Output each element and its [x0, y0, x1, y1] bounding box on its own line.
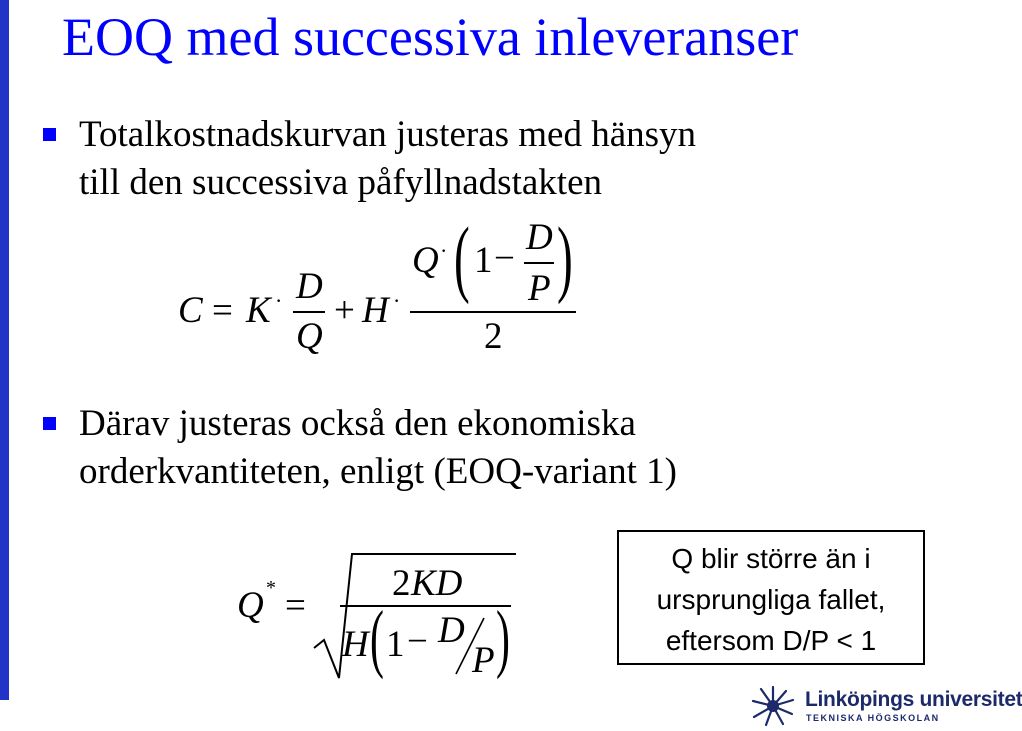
dot-operator: ·	[393, 288, 401, 313]
note-box	[617, 530, 925, 665]
minus-sign: −	[494, 238, 515, 279]
right-paren: )	[557, 209, 573, 305]
note-line-3: eftersom D/P < 1	[665, 625, 877, 656]
var-Q-denominator: Q	[296, 316, 323, 357]
equals-sign: =	[212, 290, 233, 331]
var-P: P	[472, 640, 495, 681]
plus-sign: +	[334, 290, 355, 331]
left-paren: (	[454, 209, 470, 305]
note-line-2: ursprungliga fallet,	[656, 584, 886, 615]
bullet-2-line-2: orderkvantiteten, enligt (EOQ-variant 1)	[79, 451, 677, 492]
equals-sign: =	[285, 585, 306, 626]
var-K: K	[246, 290, 271, 331]
main-fraction-bar	[410, 311, 576, 313]
bullet-marker	[43, 417, 56, 430]
var-H: H	[362, 290, 389, 331]
var-Q: Q	[412, 240, 439, 281]
left-paren: (	[370, 596, 384, 680]
digit-one: 1	[474, 240, 493, 281]
bullet-1-line-1: Totalkostnadskurvan justeras med hänsyn	[79, 114, 697, 155]
var-D-numerator: D	[296, 266, 323, 307]
minus-sign: −	[407, 621, 428, 662]
dot-operator: ·	[275, 288, 283, 313]
var-H: H	[342, 624, 369, 665]
fraction-bar	[340, 605, 511, 607]
digit-one: 1	[386, 624, 405, 665]
note-line-1: Q blir större än i	[671, 543, 871, 574]
var-D-inner: D	[526, 217, 553, 258]
var-Q-star: Q	[237, 585, 264, 626]
digit-two: 2	[484, 316, 503, 357]
bullet-2-line-1: Därav justeras också den ekonomiska	[79, 403, 636, 444]
inner-fraction-bar	[524, 262, 554, 264]
slide-title: EOQ med successiva inleveranser	[62, 7, 799, 67]
asterisk: *	[266, 577, 276, 599]
logo-wordmark: Linköpings universitet	[805, 688, 1022, 711]
dot-operator: ·	[440, 238, 448, 263]
var-D: D	[438, 610, 465, 651]
left-accent-bar	[0, 0, 9, 700]
var-P-inner: P	[528, 268, 551, 309]
digit-two: 2	[392, 563, 411, 604]
logo-subtitle: TEKNISKA HÖGSKOLAN	[806, 713, 940, 723]
fraction-bar	[293, 311, 325, 313]
right-paren: )	[496, 596, 510, 680]
bullet-1-line-2: till den successiva påfyllnadstakten	[79, 162, 602, 203]
liu-sunburst-icon	[749, 684, 797, 728]
var-KD: KD	[411, 563, 463, 604]
var-C: C	[178, 290, 203, 331]
bullet-marker	[43, 128, 56, 141]
